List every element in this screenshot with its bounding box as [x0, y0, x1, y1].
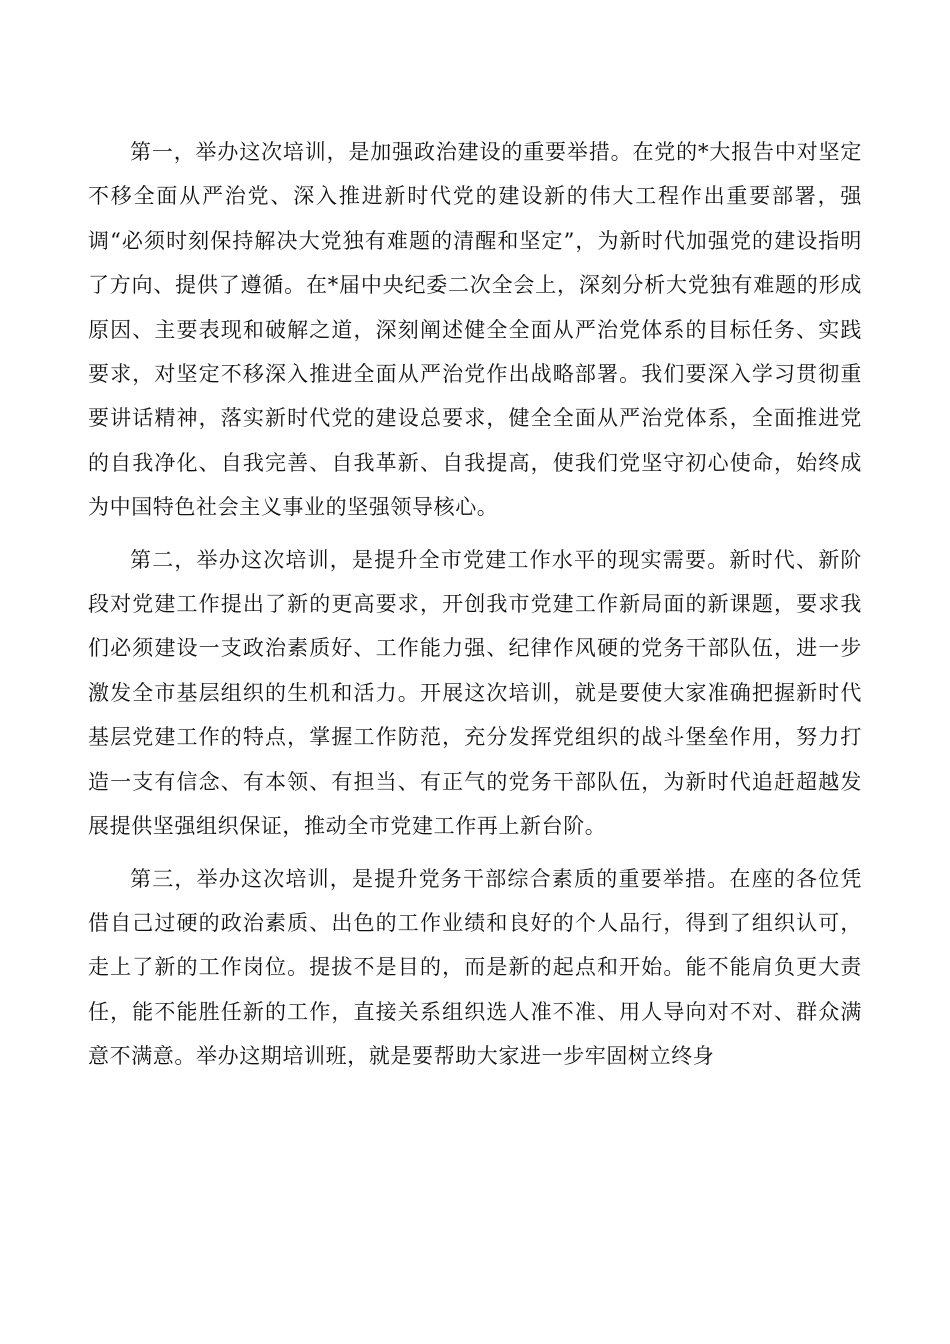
paragraph-2: 第二，举办这次培训，是提升全市党建工作水平的现实需要。新时代、新阶段对党建工作提出了新的更高要求，开创我市党建工作新局面的新课题，要求我们必须建设一支政治素质好、工作能力强、纪律作风硬的党务干部队伍，进一步激发全市基层组织的生机和活力。开展这次培训，就是要使大家准确把握新时代基层党建工作的特点，掌握工作防范，充分发挥党组织的战斗堡垒作用，努力打造一支有信念、有本领、有担当、有正气的党务干部队伍，为新时代追赶超越发展提供坚强组织保证，推动全市党建工作再上新台阶。: [88, 547, 862, 839]
paragraph-3: 第三，举办这次培训，是提升党务干部综合素质的重要举措。在座的各位凭借自己过硬的政治素质、出色的工作业绩和良好的个人品行，得到了组织认可，走上了新的工作岗位。提拔不是目的，而是新的起点和开始。能不能肩负更大责任，能不能胜任新的工作，直接关系组织选人准不准、用人导向对不对、群众满意不满意。举办这期培训班，就是要帮助大家进一步牢固树立终身: [88, 866, 862, 1069]
paragraph-1: 第一，举办这次培训，是加强政治建设的重要举措。在党的*大报告中对坚定不移全面从严治党、深入推进新时代党的建设新的伟大工程作出重要部署，强调“必须时刻保持解决大党独有难题的清醒和坚定”，为新时代加强党的建设指明了方向、提供了遵循。在*届中央纪委二次全会上，深刻分析大党独有难题的形成原因、主要表现和破解之道，深刻阐述健全全面从严治党体系的目标任务、实践要求，对坚定不移深入推进全面从严治党作出战略部署。我们要深入学习贯彻重要讲话精神，落实新时代党的建设总要求，健全全面从严治党体系，全面推进党的自我净化、自我完善、自我革新、自我提高，使我们党坚守初心使命，始终成为中国特色社会主义事业的坚强领导核心。: [88, 140, 862, 520]
document-body: [88, 130, 862, 1087]
